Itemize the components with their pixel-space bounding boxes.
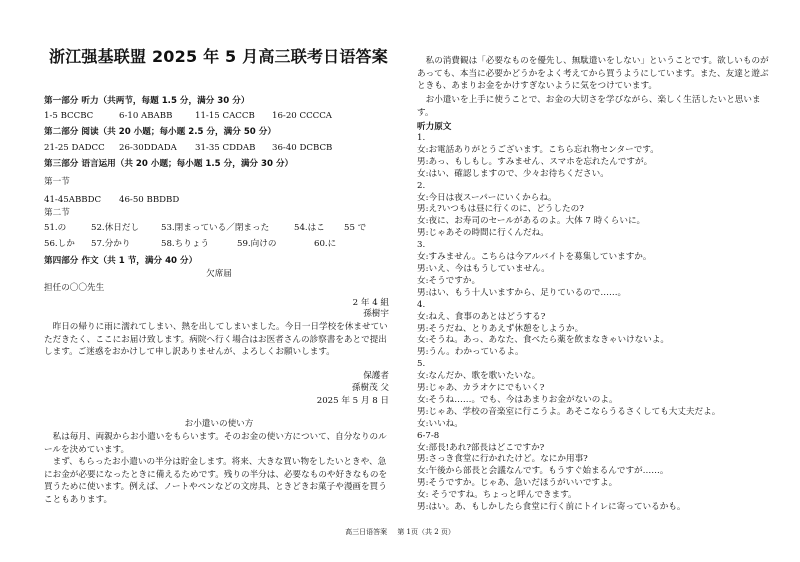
- transcript-line: 5.: [417, 359, 426, 370]
- transcript-line: 男:はい。あ、もしかしたら食堂に行く前にトイレに寄っているかも。: [417, 502, 686, 513]
- transcript-line: 4.: [417, 299, 426, 310]
- transcript-line: 女:そうね……。でも、今はあまりお金がないのよ。: [417, 394, 618, 405]
- part1-answer: 16-20 CCCCA: [272, 111, 333, 121]
- fill-answer: 60.に: [314, 239, 337, 249]
- letter-class: 2 年 4 組: [352, 298, 389, 308]
- transcript-line: 男:じゃあ、カラオケにでもいく?: [417, 383, 545, 394]
- letter-student: 孫樹宇: [363, 309, 389, 319]
- essay-paragraph: 私は毎月、両親からお小遣いをもらいます。そのお金の使い方について、自分なりのルールを決めています。: [44, 432, 387, 455]
- part1-answer: 1-5 BCCBC: [44, 111, 94, 121]
- part1-answer: 11-15 CACCB: [195, 111, 255, 121]
- transcript-line: 女:ねえ、食事のあとはどうする?: [417, 311, 546, 322]
- fill-answer: 54.はこ: [294, 223, 325, 233]
- part2-answer: 36-40 DCBCB: [272, 143, 333, 153]
- transcript-line: 1.: [417, 133, 426, 143]
- essay-paragraph: まず、もらったお小遣いの半分は貯金します。将来、大きな買い物をしたいときや、急にお金が必要になったときに備えるためです。残りの半分は、必要なものや好きなものを買うために使います。例えば、ノートやペンなどの文房具、ときどきお菓子や漫画を買うこともあります。: [44, 457, 388, 505]
- part3-section2: 第二节: [44, 208, 70, 218]
- part2-answer: 31-35 CDDAB: [195, 143, 256, 153]
- transcript-line: 男:え?いつもは昼に行くのに、どうしたの?: [417, 204, 584, 215]
- page-footer: [0, 527, 800, 537]
- essay-paragraph: 私の消費観は「必要なものを優先し、無駄遣いをしない」ということです。欲しいものがあっても、本当に必要かどうかをよく考えてから買うようにしています。また、友達と遊ぶときも、あまりお金をかけすぎないように気をつけています。: [417, 56, 769, 92]
- fill-answer: 53.閉まっている／閉まった: [161, 223, 270, 233]
- part2-heading: 第二部分 阅读（共 20 小题；每小题 2.5 分，满分 50 分）: [44, 127, 276, 137]
- transcript-line: 女:はい、確認しますので、少々お待ちください。: [417, 168, 609, 179]
- transcript-line: 男:そうですか。じゃあ、急いだほうがいいですよ。: [417, 478, 618, 489]
- transcript-line: 男:はい、もう十人いますから、足りているので……。: [417, 287, 627, 298]
- transcript-line: 男:うん。わかっているよ。: [417, 347, 524, 358]
- fill-answer: 51.の: [44, 223, 67, 233]
- transcript-line: 女:なんだか、歌を歌いたいな。: [417, 371, 541, 382]
- guardian-label: 保護者: [363, 371, 389, 381]
- part3-heading: 第三部分 语言运用（共 20 小题；每小题 1.5 分，满分 30 分）: [44, 159, 294, 169]
- footer-page-number: 第 1页（共 2 页）: [397, 528, 455, 536]
- transcript-line: 女:すみません。こちらは今アルバイトを募集していますか。: [417, 252, 652, 263]
- listening-heading: 听力原文: [417, 122, 452, 132]
- transcript-line: 男:あっ、もしもし。すみません、スマホを忘れたんですが。: [417, 156, 653, 167]
- part1-heading: 第一部分 听力（共两节，每题 1.5 分，满分 30 分）: [44, 96, 250, 106]
- fill-answer: 58.ちりょう: [161, 239, 210, 249]
- letter-date: 2025 年 5 月 8 日: [316, 396, 389, 406]
- transcript-line: 6-7-8: [417, 430, 440, 441]
- part2-answer: 26-30DDADA: [119, 143, 177, 153]
- transcript-line: 女:夜に、お寿司のセールがあるのよ。大体 7 時くらいに。: [417, 216, 646, 227]
- transcript-line: 男:さっき食堂に行かれたけど。なにか用事?: [417, 454, 588, 465]
- letter-body: 昨日の帰りに雨に濡れてしまい、熱を出してしまいました。今日一日学校を休ませていただきたく、ここにお届け致します。病院へ行く場合はお医者さんの診察書をあとで提出します。ご迷惑をおかけして申し訳ありませんが、よろしくお願いします。: [44, 322, 388, 358]
- transcript-line: 男:じゃあ、学校の音楽室に行こうよ。あそこならうるさくしても大丈夫だよ。: [417, 406, 721, 417]
- part2-answer: 21-25 DADCC: [44, 143, 105, 153]
- transcript-line: 女:部長!あれ?部長はどこですか?: [417, 442, 545, 453]
- part4-heading: 第四部分 作文（共 1 节，满分 40 分）: [44, 256, 198, 266]
- part3-section1: 第一节: [44, 177, 70, 187]
- transcript-line: 女:そうね。あっ、あなた、食べたら薬を飲まなきゃいけないよ。: [417, 335, 670, 346]
- letter-title: 欠席届: [206, 269, 232, 279]
- essay-title: お小遣いの使い方: [184, 419, 254, 429]
- transcript-line: 女:午後から部長と会議なんです。もうすぐ始まるんですが……。: [417, 466, 669, 477]
- fill-answer: 56.しか: [44, 239, 75, 249]
- essay-paragraph: お小遣いを上手に使うことで、お金の大切さを学びながら、楽しく生活したいと思います。: [417, 95, 761, 118]
- part3-section1-answer: 41-45ABBDC: [44, 195, 102, 205]
- transcript-line: 2.: [417, 180, 426, 191]
- transcript-line: 女:お電話ありがとうございます。こちら忘れ物センターです。: [417, 144, 659, 155]
- footer-subject: 高三日语答案: [345, 528, 388, 536]
- guardian-name: 孫樹茂 父: [351, 383, 389, 393]
- fill-answer: 59.向けの: [237, 239, 277, 249]
- fill-answer: 52.休日だし: [91, 223, 140, 233]
- part1-answer: 6-10 ABABB: [119, 111, 173, 121]
- transcript-line: 女:そうですか。: [417, 275, 481, 286]
- letter-salutation: 担任の〇〇先生: [44, 283, 105, 293]
- transcript-line: 3.: [417, 240, 426, 251]
- transcript-line: 男:じゃあその時間に行くんだね。: [417, 228, 549, 239]
- transcript-line: 男:いえ、今はもうしていません。: [417, 263, 550, 274]
- transcript-line: 女:いいね。: [417, 418, 463, 429]
- part3-section1-answer: 46-50 BBDBD: [119, 195, 180, 205]
- fill-answer: 55 で: [344, 223, 367, 233]
- fill-answer: 57.分かり: [91, 239, 131, 249]
- transcript-line: 女: そうですね。ちょっと呼んできます。: [417, 490, 577, 501]
- page-title: 浙江强基联盟 2025 年 5 月高三联考日语答案: [49, 47, 388, 66]
- transcript-line: 男:そうだね、とりあえず休憩をしようか。: [417, 323, 584, 334]
- transcript-line: 女:今日は夜スーパーにいくからね。: [417, 192, 557, 203]
- listening-transcript: [417, 133, 777, 514]
